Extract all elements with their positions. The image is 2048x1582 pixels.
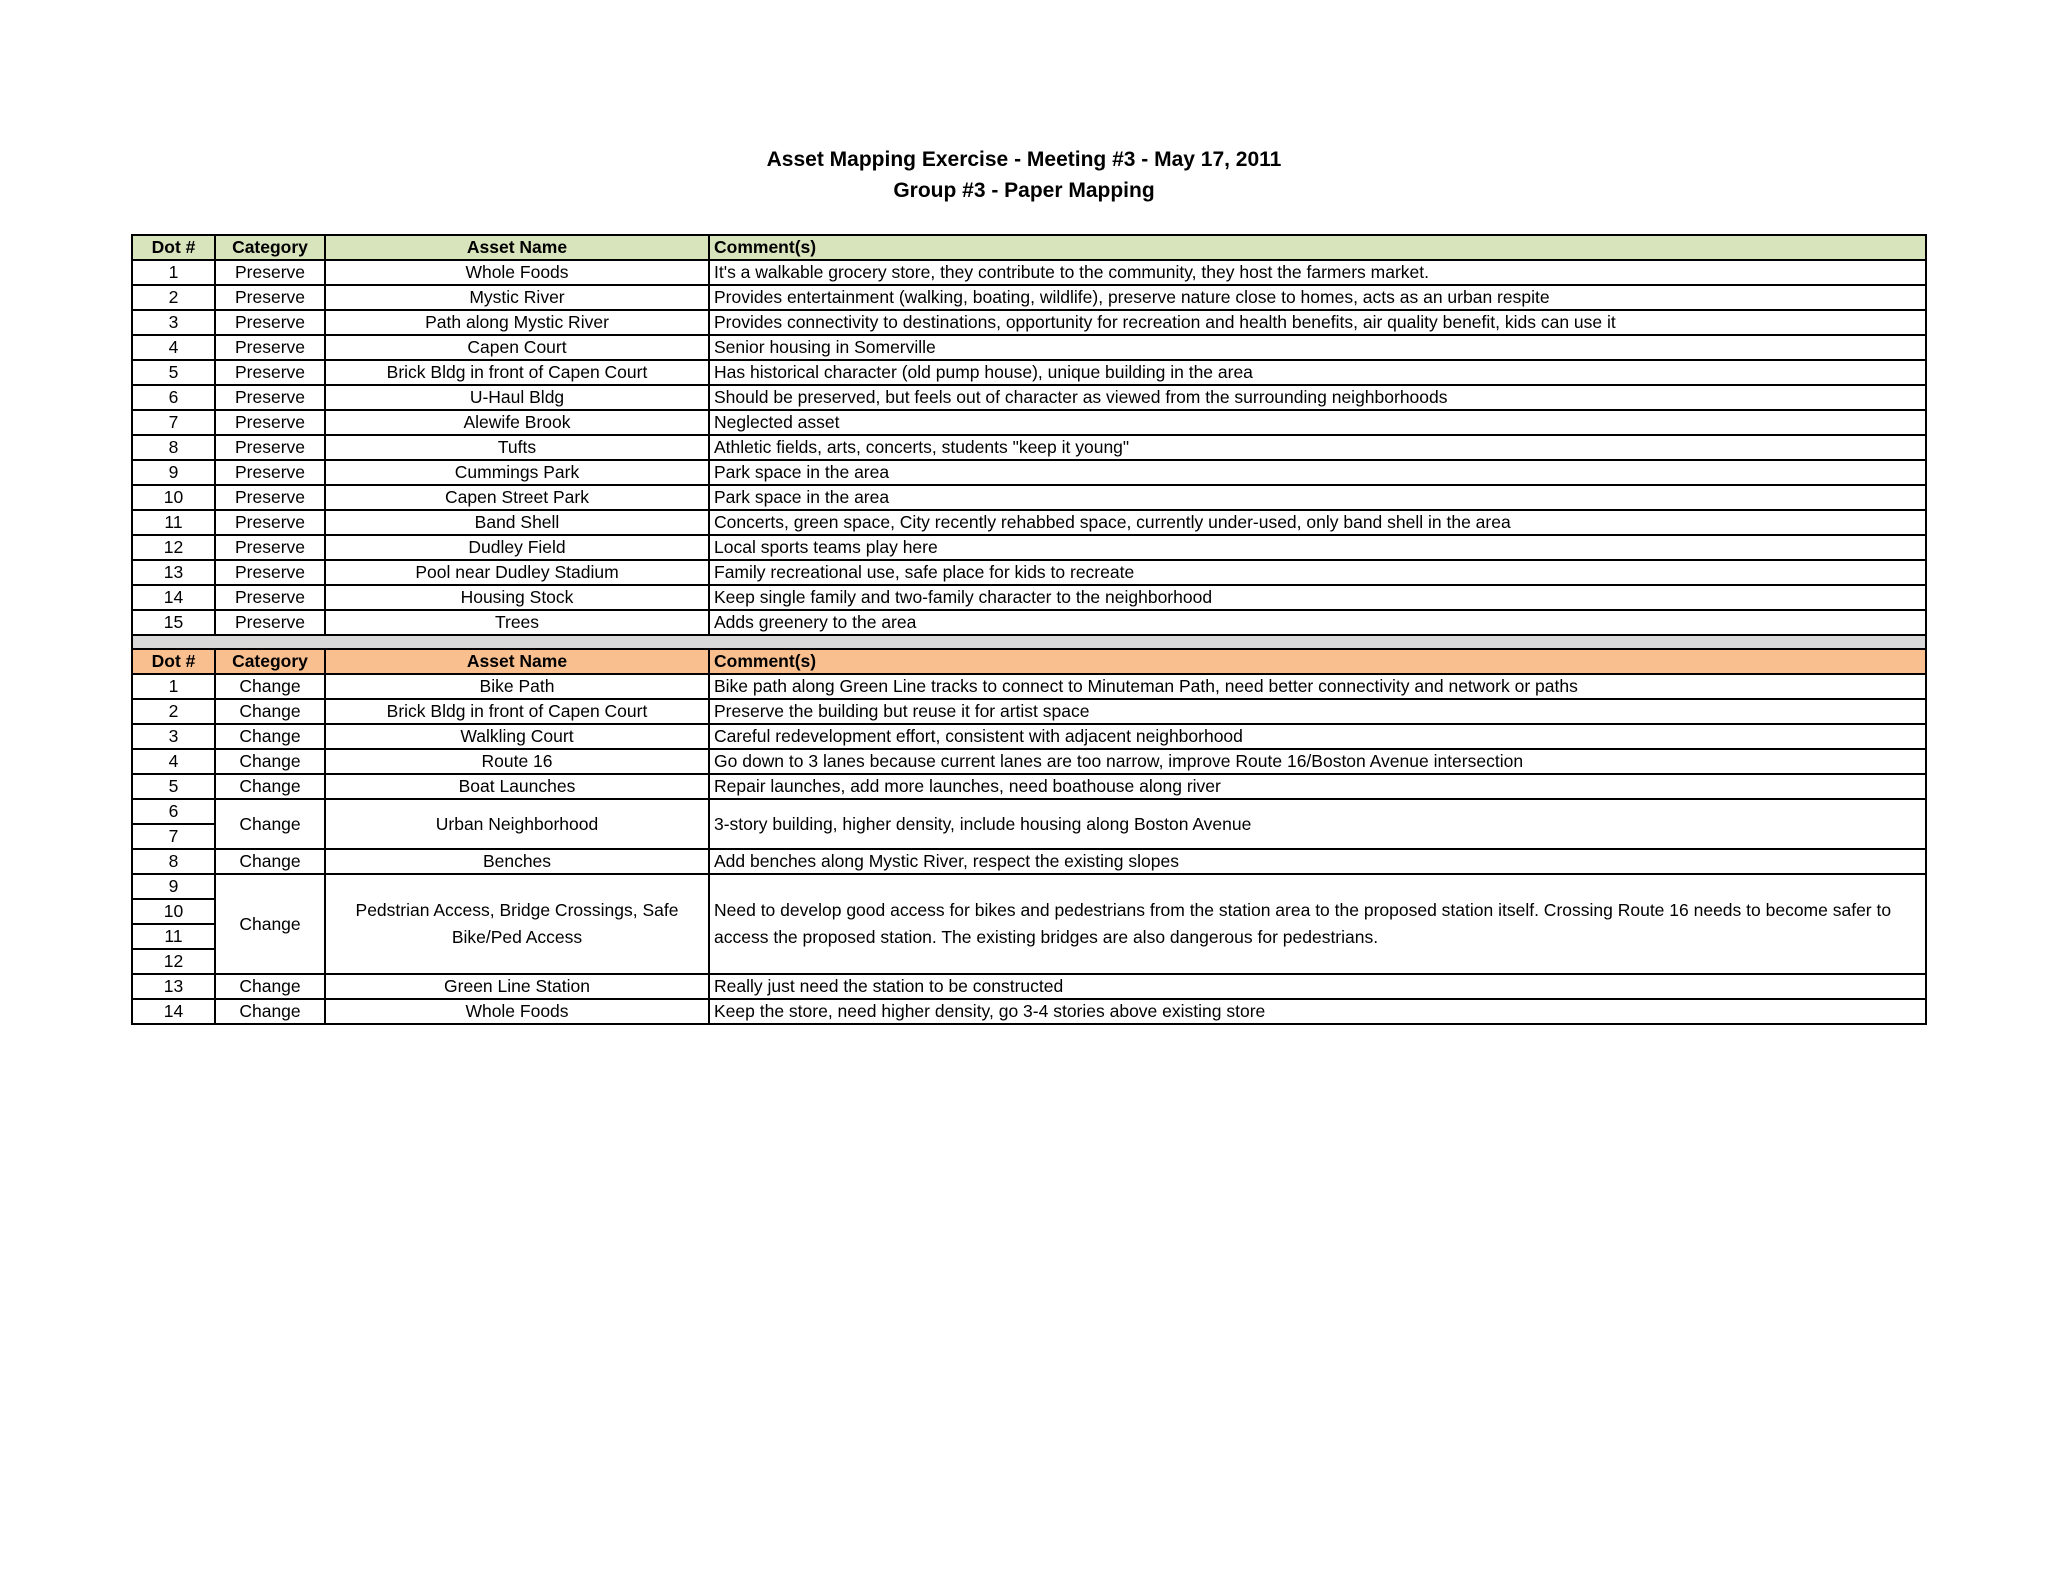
- title-line-2: Group #3 - Paper Mapping: [893, 179, 1155, 202]
- cell-comment: Athletic fields, arts, concerts, students "keep it young": [709, 435, 1926, 460]
- cell-category: Preserve: [215, 260, 325, 285]
- cell-comment: Repair launches, add more launches, need boathouse along river: [709, 774, 1926, 799]
- cell-comment: Concerts, green space, City recently rehabbed space, currently under-used, only band shell in the area: [709, 510, 1926, 535]
- table-row: [132, 874, 1926, 899]
- cell-category: Preserve: [215, 585, 325, 610]
- cell-asset-name: Cummings Park: [325, 460, 709, 485]
- cell-asset-name: Bike Path: [325, 674, 709, 699]
- cell-comment: 3-story building, higher density, include housing along Boston Avenue: [709, 799, 1926, 849]
- cell-dot: 2: [132, 699, 215, 724]
- cell-asset-name: Benches: [325, 849, 709, 874]
- cell-asset-name: Green Line Station: [325, 974, 709, 999]
- cell-dot: 2: [132, 285, 215, 310]
- cell-comment: Family recreational use, safe place for kids to recreate: [709, 560, 1926, 585]
- cell-dot: 13: [132, 974, 215, 999]
- table-row: [132, 724, 1926, 749]
- cell-asset-name: Brick Bldg in front of Capen Court: [325, 699, 709, 724]
- asset-table: [131, 234, 1927, 1025]
- cell-comment: Senior housing in Somerville: [709, 335, 1926, 360]
- cell-asset-name: Path along Mystic River: [325, 310, 709, 335]
- cell-dot: 4: [132, 749, 215, 774]
- cell-comment: Local sports teams play here: [709, 535, 1926, 560]
- cell-asset-name: Dudley Field: [325, 535, 709, 560]
- cell-comment: Need to develop good access for bikes and pedestrians from the station area to the proposed station itself. Crossing Route 16 needs to become safer to access the proposed station. The existing bridges are also dangerous for pedestrians.: [709, 874, 1926, 974]
- section-separator: [132, 635, 1926, 649]
- header-comments: Comment(s): [709, 235, 1926, 260]
- cell-comment: Adds greenery to the area: [709, 610, 1926, 635]
- cell-category: Change: [215, 749, 325, 774]
- table-row: [132, 335, 1926, 360]
- cell-category: Preserve: [215, 510, 325, 535]
- table-row: [132, 560, 1926, 585]
- cell-asset-name: Brick Bldg in front of Capen Court: [325, 360, 709, 385]
- table-row: [132, 774, 1926, 799]
- cell-asset-name: Alewife Brook: [325, 410, 709, 435]
- cell-asset-name: Boat Launches: [325, 774, 709, 799]
- cell-comment: Careful redevelopment effort, consistent with adjacent neighborhood: [709, 724, 1926, 749]
- cell-asset-name: Capen Street Park: [325, 485, 709, 510]
- cell-category: Preserve: [215, 285, 325, 310]
- cell-category: Change: [215, 799, 325, 849]
- cell-dot: 9: [132, 460, 215, 485]
- cell-category: Preserve: [215, 460, 325, 485]
- cell-dot: 9: [132, 874, 215, 899]
- table-row: [132, 260, 1926, 285]
- cell-category: Change: [215, 774, 325, 799]
- cell-category: Preserve: [215, 310, 325, 335]
- header-comments: Comment(s): [709, 649, 1926, 674]
- cell-dot: 8: [132, 849, 215, 874]
- cell-dot: 11: [132, 510, 215, 535]
- table-row: [132, 849, 1926, 874]
- cell-dot: 15: [132, 610, 215, 635]
- cell-dot: 3: [132, 724, 215, 749]
- cell-dot: 7: [132, 410, 215, 435]
- cell-comment: Go down to 3 lanes because current lanes are too narrow, improve Route 16/Boston Avenue intersection: [709, 749, 1926, 774]
- cell-asset-name: Tufts: [325, 435, 709, 460]
- cell-comment: Add benches along Mystic River, respect the existing slopes: [709, 849, 1926, 874]
- cell-asset-name: Route 16: [325, 749, 709, 774]
- cell-category: Change: [215, 849, 325, 874]
- table-row: [132, 435, 1926, 460]
- cell-category: Preserve: [215, 435, 325, 460]
- header-category: Category: [215, 649, 325, 674]
- cell-category: Preserve: [215, 360, 325, 385]
- header-category: Category: [215, 235, 325, 260]
- preserve-header-row: [132, 235, 1926, 260]
- cell-dot: 14: [132, 585, 215, 610]
- cell-category: Change: [215, 699, 325, 724]
- title-line-1: Asset Mapping Exercise - Meeting #3 - May 17, 2011: [766, 148, 1282, 171]
- table-row: [132, 699, 1926, 724]
- table-row: [132, 310, 1926, 335]
- page-title: [0, 144, 2048, 206]
- cell-comment: Preserve the building but reuse it for artist space: [709, 699, 1926, 724]
- cell-comment: Keep the store, need higher density, go 3-4 stories above existing store: [709, 999, 1926, 1024]
- cell-category: Preserve: [215, 610, 325, 635]
- cell-asset-name: Urban Neighborhood: [325, 799, 709, 849]
- cell-comment: Keep single family and two-family character to the neighborhood: [709, 585, 1926, 610]
- cell-category: Change: [215, 674, 325, 699]
- cell-asset-name: Mystic River: [325, 285, 709, 310]
- cell-dot: 5: [132, 774, 215, 799]
- cell-dot: 10: [132, 899, 215, 924]
- cell-category: Change: [215, 874, 325, 974]
- cell-comment: Provides connectivity to destinations, opportunity for recreation and health benefits, air quality benefit, kids can use it: [709, 310, 1926, 335]
- cell-asset-name: Pool near Dudley Stadium: [325, 560, 709, 585]
- cell-dot: 5: [132, 360, 215, 385]
- cell-dot: 6: [132, 385, 215, 410]
- cell-dot: 14: [132, 999, 215, 1024]
- header-asset-name: Asset Name: [325, 235, 709, 260]
- separator-cell: [132, 635, 1926, 649]
- cell-comment: It's a walkable grocery store, they contribute to the community, they host the farmers market.: [709, 260, 1926, 285]
- cell-dot: 8: [132, 435, 215, 460]
- table-row: [132, 749, 1926, 774]
- cell-asset-name: Trees: [325, 610, 709, 635]
- cell-category: Preserve: [215, 485, 325, 510]
- cell-asset-name: Band Shell: [325, 510, 709, 535]
- cell-comment: Park space in the area: [709, 460, 1926, 485]
- table-row: [132, 610, 1926, 635]
- cell-dot: 1: [132, 674, 215, 699]
- cell-comment: Should be preserved, but feels out of character as viewed from the surrounding neighborhoods: [709, 385, 1926, 410]
- table-row: [132, 974, 1926, 999]
- cell-dot: 7: [132, 824, 215, 849]
- table-row: [132, 485, 1926, 510]
- cell-comment: Neglected asset: [709, 410, 1926, 435]
- cell-comment: Has historical character (old pump house), unique building in the area: [709, 360, 1926, 385]
- table-row: [132, 360, 1926, 385]
- cell-category: Preserve: [215, 335, 325, 360]
- cell-category: Change: [215, 724, 325, 749]
- cell-dot: 6: [132, 799, 215, 824]
- header-asset-name: Asset Name: [325, 649, 709, 674]
- change-header-row: [132, 649, 1926, 674]
- table-row: [132, 385, 1926, 410]
- table-row: [132, 999, 1926, 1024]
- table-row: [132, 535, 1926, 560]
- cell-category: Preserve: [215, 385, 325, 410]
- cell-dot: 10: [132, 485, 215, 510]
- cell-asset-name: Walkling Court: [325, 724, 709, 749]
- cell-asset-name: Whole Foods: [325, 260, 709, 285]
- cell-asset-name: Capen Court: [325, 335, 709, 360]
- cell-dot: 12: [132, 535, 215, 560]
- cell-dot: 13: [132, 560, 215, 585]
- cell-dot: 12: [132, 949, 215, 974]
- table-row: [132, 510, 1926, 535]
- table-row: [132, 285, 1926, 310]
- cell-asset-name: Housing Stock: [325, 585, 709, 610]
- cell-asset-name: Pedstrian Access, Bridge Crossings, Safe Bike/Ped Access: [325, 874, 709, 974]
- table-row: [132, 674, 1926, 699]
- cell-category: Change: [215, 999, 325, 1024]
- cell-category: Preserve: [215, 560, 325, 585]
- header-dot: Dot #: [132, 649, 215, 674]
- table-row: [132, 460, 1926, 485]
- table-row: [132, 585, 1926, 610]
- cell-dot: 11: [132, 924, 215, 949]
- cell-comment: Park space in the area: [709, 485, 1926, 510]
- cell-dot: 1: [132, 260, 215, 285]
- cell-category: Preserve: [215, 535, 325, 560]
- table-row: [132, 799, 1926, 824]
- cell-comment: Provides entertainment (walking, boating, wildlife), preserve nature close to homes, acts as an urban respite: [709, 285, 1926, 310]
- header-dot: Dot #: [132, 235, 215, 260]
- cell-asset-name: Whole Foods: [325, 999, 709, 1024]
- cell-category: Preserve: [215, 410, 325, 435]
- cell-dot: 3: [132, 310, 215, 335]
- cell-category: Change: [215, 974, 325, 999]
- table-row: [132, 410, 1926, 435]
- cell-asset-name: U-Haul Bldg: [325, 385, 709, 410]
- cell-dot: 4: [132, 335, 215, 360]
- cell-comment: Really just need the station to be constructed: [709, 974, 1926, 999]
- cell-comment: Bike path along Green Line tracks to connect to Minuteman Path, need better connectivity and network or paths: [709, 674, 1926, 699]
